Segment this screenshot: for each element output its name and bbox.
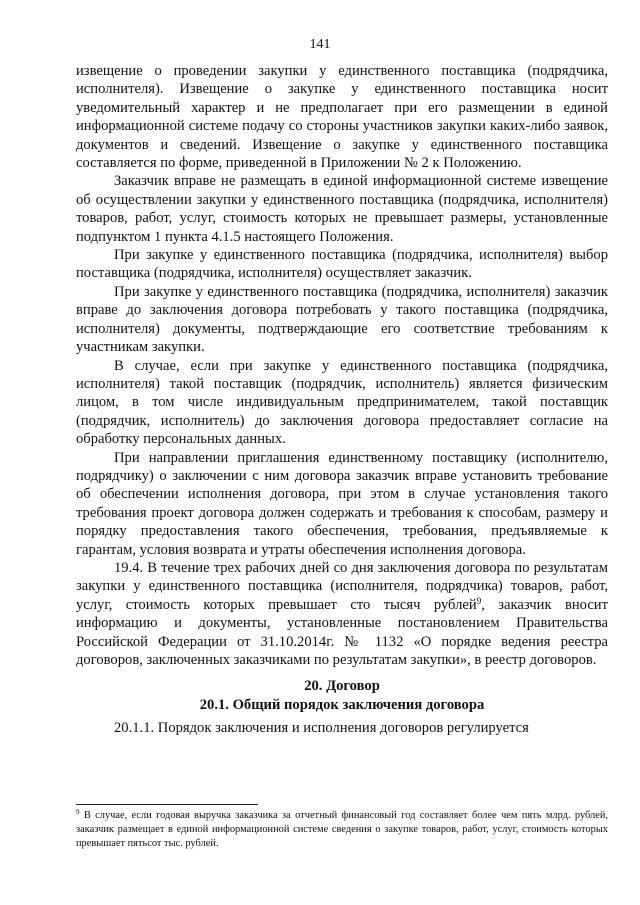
document-body [76, 62, 608, 738]
paragraph-19-4 [76, 559, 608, 669]
paragraph-supplier-selection: При закупке у единственного поставщика (подрядчика, исполнителя) выбор поставщика (подрядчика, исполнителя) осуществляет заказчик. [76, 247, 608, 282]
footnote-number: 9 [76, 808, 80, 816]
paragraph-personal-data: В случае, если при закупке у единственного поставщика (подрядчика, исполнителя) такой поставщик (подрядчик, исполнитель) является физическим лицом, в том числе индивидуальным предпринимателем, такой поставщик (подрядчик, исполнитель) до заключения договора предоставляет согласие на обработку персональных данных. [76, 357, 608, 448]
paragraph-documents-request: При закупке у единственного поставщика (подрядчика, исполнителя) заказчик вправе до заключения договора потребовать у такого поставщика (подрядчика, исполнителя) документы, подтверждающие его соответствие требованиям к участникам закупки. [76, 283, 608, 356]
subsection-heading: 20.1. Общий порядок заключения договора [199, 696, 485, 713]
paragraph-20-1-1: 20.1.1. Порядок заключения и исполнения договоров регулируется [114, 720, 529, 737]
paragraph-notice-optional: Заказчик вправе не размещать в единой информационной системе извещение об осуществлении закупки у единственного поставщика (подрядчика, исполнителя) товаров, работ, услуг, стоимость которых не превышает размеры, установленные подпунктом 1 пункта 4.1.5 настоящего Положения. [76, 173, 608, 245]
footnote-text: В случае, если годовая выручка заказчика за отчетный финансовый год составляет более чем пять млрд. рублей, заказчик размещает в единой информационной системе сведения о закупке товаров, работ, услуг, стоимость которых превышает пятьсот тыс. рублей. [76, 810, 608, 849]
paragraph-19-4-part1: 19.4. В течение трех рабочих дней со дня заключения договора по результатам закупки у единственного поставщика (исполнителя, подрядчика) товаров, работ, услуг, стоимость которых превышает сто тысяч рублей [76, 559, 608, 613]
paragraph-19-4-part2: , заказчик вносит информацию и документы, установленные постановлением Правительства Российской Федерации от 31.10.2014г. № 1132 «О порядке ведения реестра договоров, заключенных заказчиками по результатам закупки», в реестр договоров. [76, 596, 608, 668]
footnote-ref[interactable]: 9 [476, 595, 482, 606]
paragraph-security-requirement: При направлении приглашения единственному поставщику (исполнителю, подрядчику) о заключении с ним договора заказчик вправе установить требование об обеспечении исполнения договора, при этом в случае установления такого требования проект договора должен содержать и требования к способам, размеру и порядку предоставления такого обеспечения, требования, предъявляемые к гарантам, условия возврата и утраты обеспечения исполнения договора. [76, 449, 608, 558]
footnote [76, 809, 608, 850]
page-number: 141 [309, 37, 331, 52]
section-heading: 20. Договор [304, 678, 380, 695]
footnote-separator [76, 804, 258, 805]
paragraph-notice-continuation: извещение о проведении закупки у единственного поставщика (подрядчика, исполнителя). Извещение о закупке у единственного поставщика носит уведомительный характер и не предполагает при его размещении в единой информационной системе подачу со стороны участников закупки каких-либо заявок, документов и сведений. Извещение о закупке у единственного поставщика составляется по форме, приведенной в Приложении № 2 к Положению. [76, 63, 608, 172]
